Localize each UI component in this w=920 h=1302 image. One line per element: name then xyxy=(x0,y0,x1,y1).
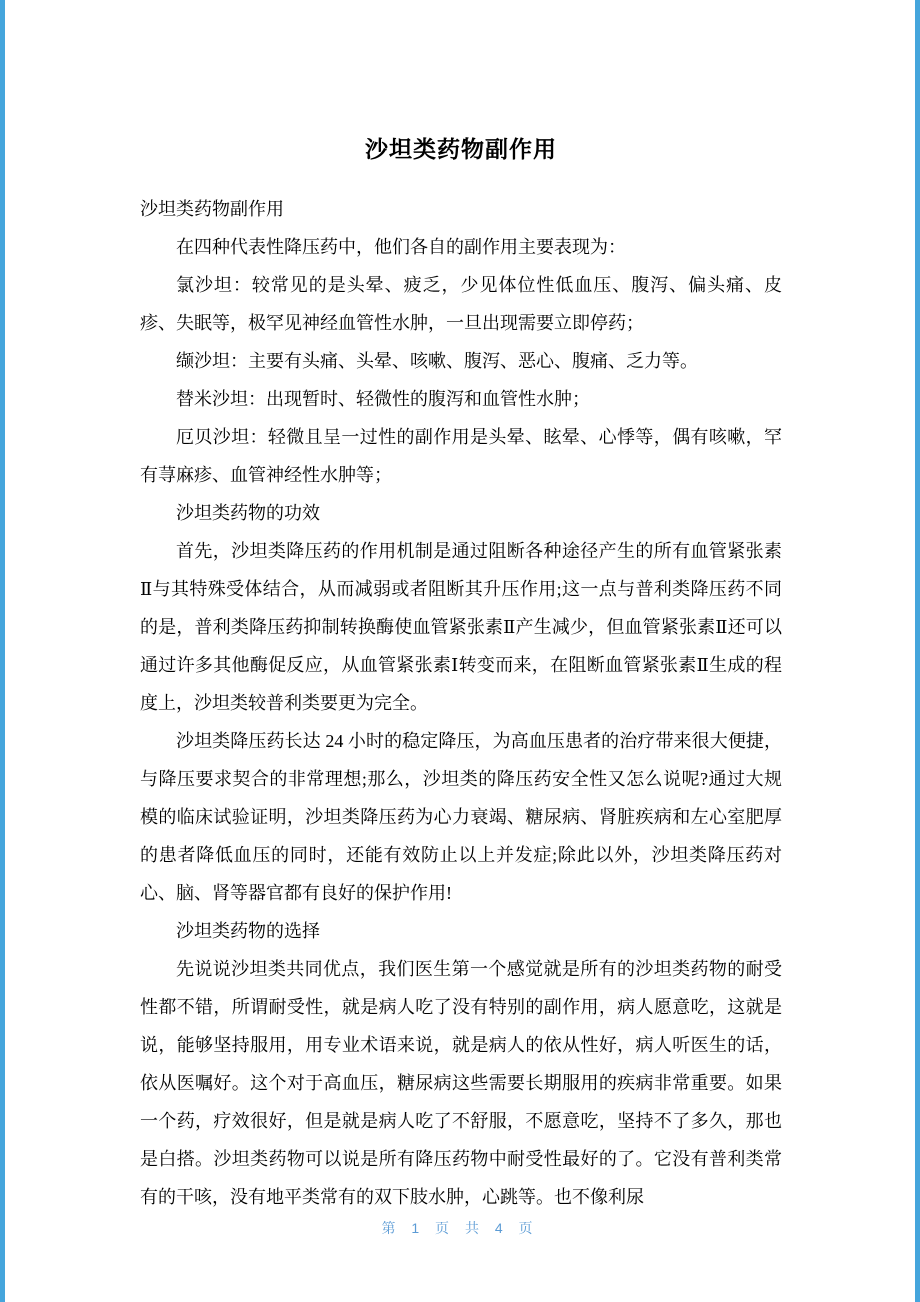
paragraph: 沙坦类降压药长达 24 小时的稳定降压，为高血压患者的治疗带来很大便捷，与降压要求契合的非常理想;那么，沙坦类的降压药安全性又怎么说呢?通过大规模的临床试验证明，沙坦类降压药为心力衰竭、糖尿病、肾脏疾病和左心室肥厚的患者降低血压的同时，还能有效防止以上并发症;除此以外，沙坦类降压药对心、脑、肾等器官都有良好的保护作用! xyxy=(140,731,782,903)
paragraph: 缬沙坦：主要有头痛、头晕、咳嗽、腹泻、恶心、腹痛、乏力等。 xyxy=(176,351,698,371)
paragraph: 替米沙坦：出现暂时、轻微性的腹泻和血管性水肿； xyxy=(176,389,590,409)
document-page xyxy=(140,0,782,1216)
paragraph: 氯沙坦：较常见的是头晕、疲乏，少见体位性低血压、腹泻、偏头痛、皮疹、失眠等，极罕见神经血管性水肿，一旦出现需要立即停药； xyxy=(140,275,782,333)
paragraph: 在四种代表性降压药中，他们各自的副作用主要表现为： xyxy=(176,237,626,257)
page-border-left xyxy=(0,0,5,1302)
page-footer xyxy=(0,1218,920,1238)
document-title: 沙坦类药物副作用 xyxy=(365,137,557,162)
paragraph-section-heading: 沙坦类药物的选择 xyxy=(176,921,320,941)
paragraph: 首先，沙坦类降压药的作用机制是通过阻断各种途径产生的所有血管紧张素Ⅱ与其特殊受体结合，从而减弱或者阻断其升压作用;这一点与普利类降压药不同的是，普利类降压药抑制转换酶使血管紧张素Ⅱ产生减少，但血管紧张素Ⅱ还可以通过许多其他酶促反应，从血管紧张素Ⅰ转变而来，在阻断血管紧张素Ⅱ生成的程度上，沙坦类较普利类要更为完全。 xyxy=(140,541,782,713)
page-border-right xyxy=(915,0,920,1302)
paragraph-section-heading: 沙坦类药物的功效 xyxy=(176,503,320,523)
page-number-text: 第 1 页 共 4 页 xyxy=(381,1220,539,1236)
paragraph: 先说说沙坦类共同优点，我们医生第一个感觉就是所有的沙坦类药物的耐受性都不错，所谓耐受性，就是病人吃了没有特别的副作用，病人愿意吃，这就是说，能够坚持服用，用专业术语来说，就是病人的依从性好，病人听医生的话，依从医嘱好。这个对于高血压，糖尿病这些需要长期服用的疾病非常重要。如果一个药，疗效很好，但是就是病人吃了不舒服，不愿意吃，坚持不了多久，那也是白搭。沙坦类药物可以说是所有降压药物中耐受性最好的了。它没有普利类常有的干咳，没有地平类常有的双下肢水肿，心跳等。也不像利尿 xyxy=(140,959,782,1207)
paragraph: 沙坦类药物副作用 xyxy=(140,199,284,219)
paragraph: 厄贝沙坦：轻微且呈一过性的副作用是头晕、眩晕、心悸等，偶有咳嗽，罕有荨麻疹、血管神经性水肿等； xyxy=(140,427,782,485)
